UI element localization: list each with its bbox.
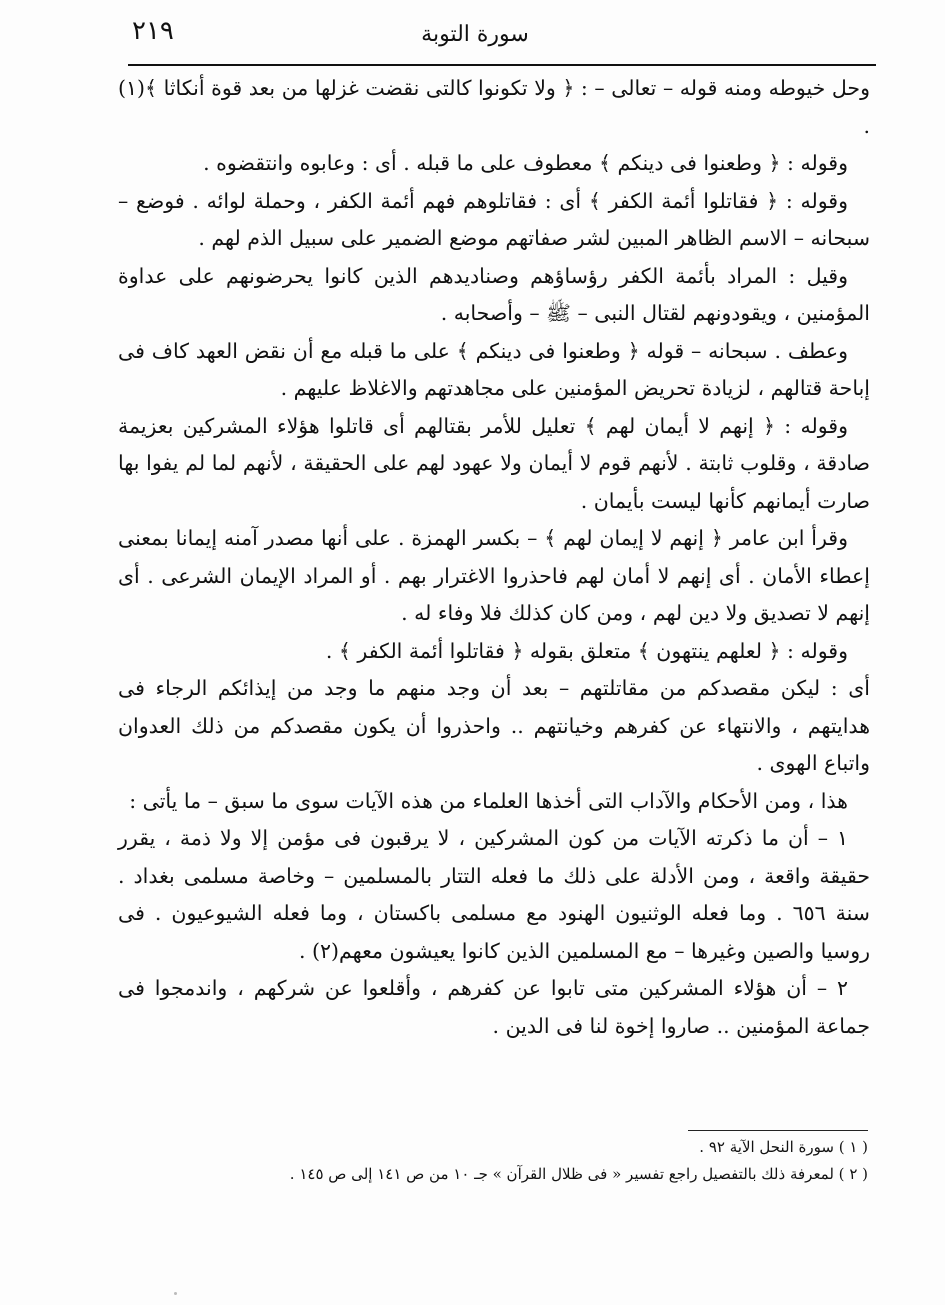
paragraph: وقيل : المراد بأئمة الكفر رؤساؤهم وصناديدهم الذين كانوا يحرضونهم على عداوة المؤمنين ، ويقودونهم لقتال النبى – ﷺ – وأصحابه . — [118, 263, 870, 325]
paragraph: هذا ، ومن الأحكام والآداب التى أخذها العلماء من هذه الآيات سوى ما سبق – ما يأتى : — [129, 788, 848, 813]
body-text — [118, 70, 870, 1045]
page-number: ٢١٩ — [132, 16, 174, 46]
scan-speck — [174, 1292, 177, 1295]
paragraph: وحل خيوطه ومنه قوله – تعالى – : ﴿ ولا تكونوا كالتى نقضت غزلها من بعد قوة أنكاثا ﴾(١) . — [118, 76, 870, 138]
paragraph: وقوله : ﴿ وطعنوا فى دينكم ﴾ معطوف على ما قبله . أى : وعابوه وانتقضوه . — [203, 151, 848, 175]
paragraph: أى : ليكن مقصدكم من مقاتلتهم – بعد أن وجد منهم ما وجد من إيذائكم الرجاء فى هدايتهم ، والانتهاء عن كفرهم وخيانتهم .. واحذروا أن يكون مقصدكم من ذلك العدوان واتباع الهوى . — [118, 676, 870, 775]
paragraph: وقوله : ﴿ لعلهم ينتهون ﴾ متعلق بقوله ﴿ فقاتلوا أئمة الكفر ﴾ . — [325, 638, 848, 663]
page-header — [70, 10, 880, 65]
footnotes — [150, 1134, 868, 1188]
footnote: ( ١ ) سورة النحل الآية ٩٢ . — [699, 1138, 868, 1156]
paragraph: ١ – أن ما ذكرته الآيات من كون المشركين ، لا يرقبون فى مؤمن إلا ولا ذمة ، يقرر حقيقة واقعة ، ومن الأدلة على ذلك ما فعله التتار بالمسلمين – وخاصة مسلمى بغداد . سنة ٦٥٦ . وما فعله الوثنيون الهنود مع مسلمى باكستان ، وما فعله الشيوعيون . فى روسيا والصين وغيرها – مع المسلمين الذين كانوا يعيشون معهم(٢) . — [118, 826, 871, 963]
header-rule — [128, 64, 876, 66]
running-title: سورة التوبة — [421, 22, 529, 47]
paragraph: ٢ – أن هؤلاء المشركين متى تابوا عن كفرهم ، وأقلعوا عن شركهم ، واندمجوا فى جماعة المؤمنين .. صاروا إخوة لنا فى الدين . — [118, 976, 870, 1038]
footnote-rule — [688, 1130, 868, 1131]
paragraph: وقرأ ابن عامر ﴿ إنهم لا إيمان لهم ﴾ – بكسر الهمزة . على أنها مصدر آمنه إيمانا بمعنى إعطاء الأمان . أى إنهم لا أمان لهم فاحذروا الاغترار بهم . أو المراد الإيمان الشرعى . أى إنهم لا تصديق ولا دين لهم ، ومن كان كذلك فلا وفاء له . — [118, 526, 870, 625]
paragraph: وعطف . سبحانه – قوله ﴿ وطعنوا فى دينكم ﴾ على ما قبله مع أن نقض العهد كاف فى إباحة قتالهم ، لزيادة تحريض المؤمنين على مجاهدتهم والاغلاظ عليهم . — [118, 338, 870, 400]
paragraph: وقوله : ﴿ فقاتلوا أئمة الكفر ﴾ أى : فقاتلوهم فهم أئمة الكفر ، وحملة لوائه . فوضع – سبحانه – الاسم الظاهر المبين لشر صفاتهم موضع الضمير على سبيل الذم لهم . — [118, 188, 870, 250]
paragraph: وقوله : ﴿ إنهم لا أيمان لهم ﴾ تعليل للأمر بقتالهم أى قاتلوا هؤلاء المشركين بعزيمة صادقة ، وقلوب ثابتة . لأنهم قوم لا أيمان ولا عهود لهم على الحقيقة ، لأنهم لما لم يفوا بها صارت أيمانهم كأنها ليست بأيمان . — [118, 413, 870, 513]
footnote: ( ٢ ) لمعرفة ذلك بالتفصيل راجع تفسير « فى ظلال القرآن » جـ ١٠ من ص ١٤١ إلى ص ١٤٥ . — [289, 1165, 868, 1183]
